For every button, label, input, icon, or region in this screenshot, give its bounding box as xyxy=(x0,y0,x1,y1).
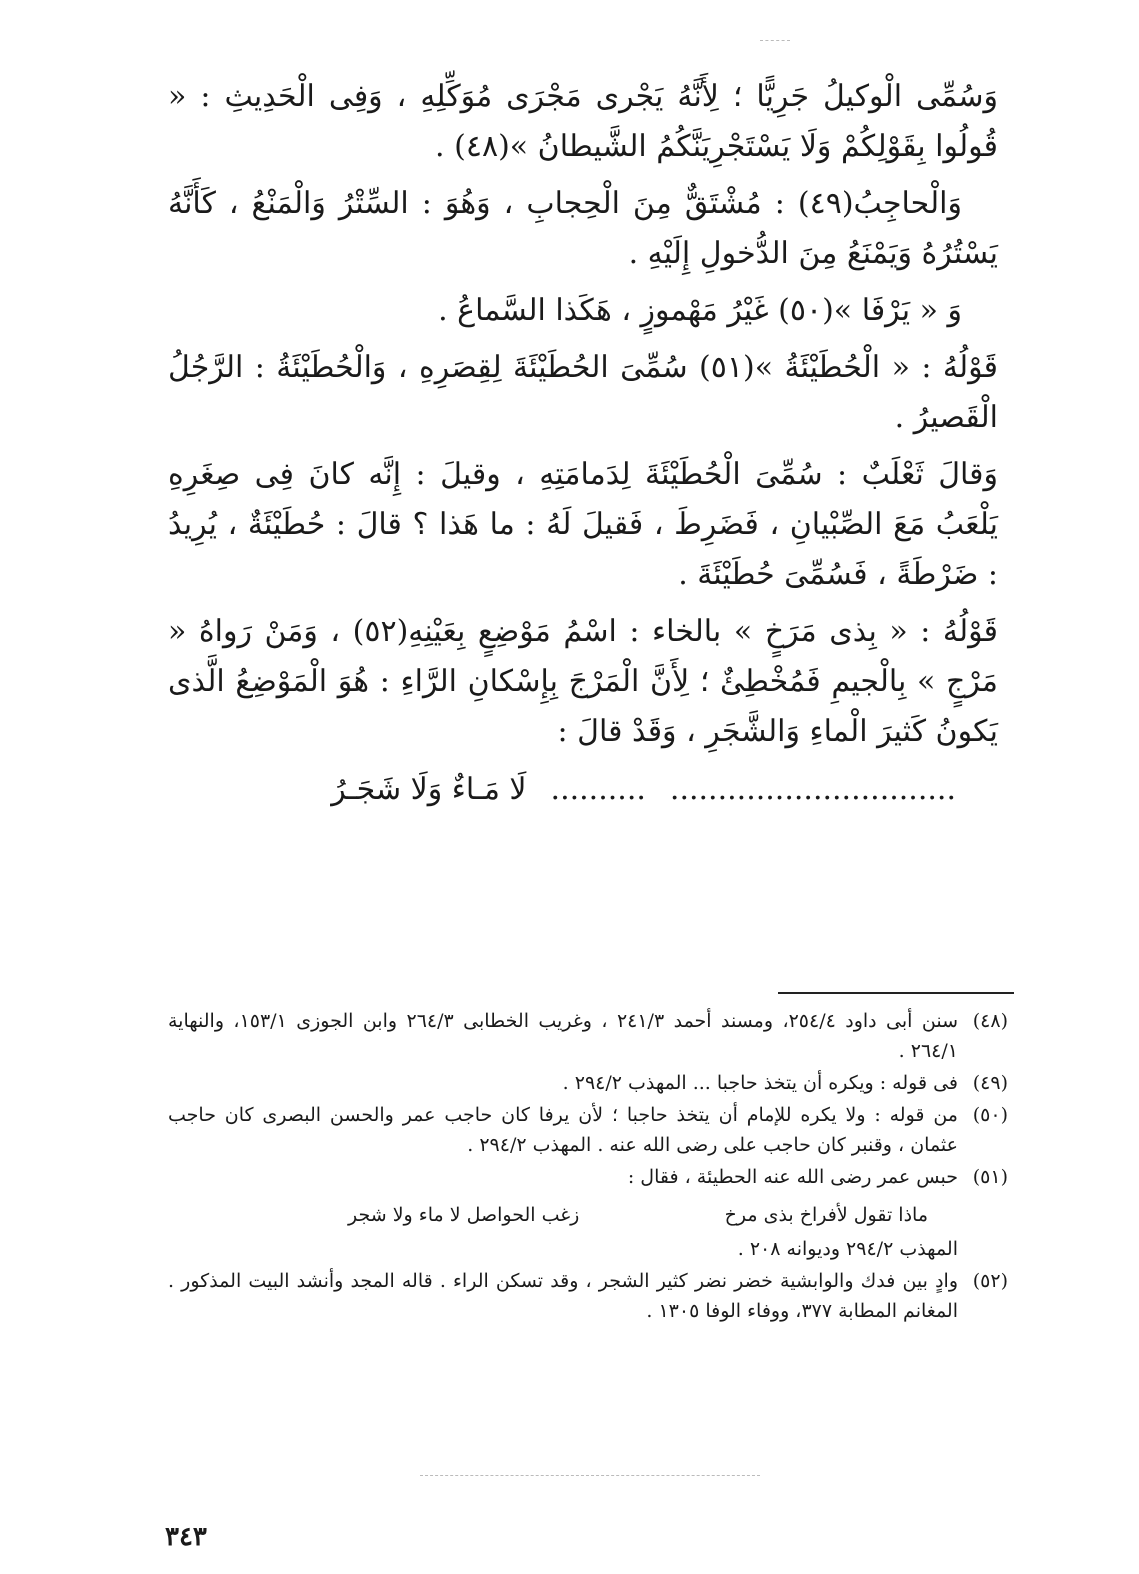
paragraph: قَوْلُهُ : « بِذى مَرَخٍ » بالخاء : اسْمُ مَوْضِعٍ بِعَيْنِهِ(٥٢) ، وَمَنْ رَواهُ « مَرْجٍ » بِالْجيمِ فَمُخْطِئٌ ؛ لِأَنَّ الْمَرْجَ بِإِسْكانِ الرَّاءِ : هُوَ الْمَوْضِعُ الَّذى يَكونُ كَثيرَ الْماءِ وَالشَّجَرِ ، وَقَدْ قالَ : xyxy=(168,614,998,749)
footnote xyxy=(168,1266,1008,1326)
verse-first-hemistich: .............................. xyxy=(669,772,956,807)
scan-artifact xyxy=(760,40,790,41)
footnote-text: وادٍ بين فدك والوابشية خضر نضر كثير الشجر ، وقد تسكن الراء . قاله المجد وأنشد البيت المذكور . المغانم المطابة ٣٧٧، ووفاء الوفا ١٣٠٥ . xyxy=(168,1270,958,1322)
footnote xyxy=(168,1068,1008,1098)
paragraph: وَالْحاجِبُ(٤٩) : مُشْتَقٌّ مِنَ الْحِجابِ ، وَهُوَ : السِّتْرُ وَالْمَنْعُ ، كَأَنَّهُ يَسْتُرُهُ وَيَمْنَعُ مِنَ الدُّخولِ إِلَيْهِ . xyxy=(168,186,998,271)
verse-second-words: لَا مَـاءٌ وَلَا شَجَـرُ xyxy=(331,772,527,807)
footnote-number: (٤٨) xyxy=(972,1010,1008,1032)
footnote-separator xyxy=(778,992,1014,994)
footnote-reference: المهذب ٢٩٤/٢ وديوانه ٢٠٨ . xyxy=(737,1238,958,1260)
paragraph: قَوْلُهُ : « الْحُطَيْئَةُ »(٥١) سُمِّىَ الحُطَيْئَةَ لِقِصَرِهِ ، وَالْحُطَيْئَةُ : الرَّجُلُ الْقَصيرُ . xyxy=(168,350,998,435)
footnote-text: حبس عمر رضى الله عنه الحطيئة ، فقال : xyxy=(627,1166,958,1188)
poem-left-hemistich: زغب الحواصل لا ماء ولا شجر xyxy=(348,1204,580,1226)
paragraph: وَسُمِّى الْوكيلُ جَرِيًّا ؛ لِأَنَّهُ يَجْرى مَجْرَى مُوَكِّلِهِ ، وَفِى الْحَدِيثِ : « قُولُوا بِقَوْلِكُمْ وَلَا يَسْتَجْرِيَنَّكُمُ الشَّيطانُ »(٤٨) . xyxy=(168,79,998,164)
footnote-poem xyxy=(168,1200,958,1230)
footnote-body xyxy=(168,1162,958,1264)
footnote-number: (٥٠) xyxy=(972,1104,1008,1126)
footnote-number: (٥١) xyxy=(972,1166,1008,1188)
verse-line xyxy=(168,765,998,815)
poem-right-hemistich: ماذا تقول لأفراخ بذى مرخ xyxy=(724,1204,928,1226)
footnote-text: من قوله : ولا يكره للإمام أن يتخذ حاجبا ؛ لأن يرفا كان حاجب عمر والحسن البصرى كان حاجب عثمان ، وقنبر كان حاجب على رضى الله عنه . المهذب ٢٩٤/٢ . xyxy=(168,1104,958,1156)
paragraph: وَ « يَرْفَا »(٥٠) غَيْرُ مَهْموزٍ ، هَكَذا السَّماعُ . xyxy=(438,293,962,328)
main-text xyxy=(168,72,998,815)
footnote-number: (٥٢) xyxy=(972,1270,1008,1292)
page-number: ٣٤٣ xyxy=(165,1522,207,1552)
footnote xyxy=(168,1100,1008,1160)
footnote-text: فى قوله : ويكره أن يتخذ حاجبا ... المهذب ٢٩٤/٢ . xyxy=(562,1072,958,1094)
footnote xyxy=(168,1162,1008,1264)
verse-second-dots: .......... xyxy=(550,772,646,807)
scan-artifact xyxy=(420,1475,760,1476)
paragraph: وَقالَ ثَعْلَبٌ : سُمِّىَ الْحُطَيْئَةَ لِدَمامَتِهِ ، وقيلَ : إِنَّه كانَ فِى صِغَرِهِ يَلْعَبُ مَعَ الصِّبْيانِ ، فَضَرِطَ ، فَقيلَ لَهُ : ما هَذا ؟ قالَ : حُطَيْئَةٌ ، يُرِيدُ : ضَرْطَةً ، فَسُمِّىَ حُطَيْئَةَ . xyxy=(168,457,998,592)
footnote-text: سنن أبى داود ٢٥٤/٤، ومسند أحمد ٢٤١/٣ ، وغريب الخطابى ٢٦٤/٣ وابن الجوزى ١٥٣/١، والنهاية ٢٦٤/١ . xyxy=(168,1010,958,1062)
footnote-number: (٤٩) xyxy=(972,1072,1008,1094)
footnote xyxy=(168,1006,1008,1066)
footnotes xyxy=(168,1006,1008,1328)
